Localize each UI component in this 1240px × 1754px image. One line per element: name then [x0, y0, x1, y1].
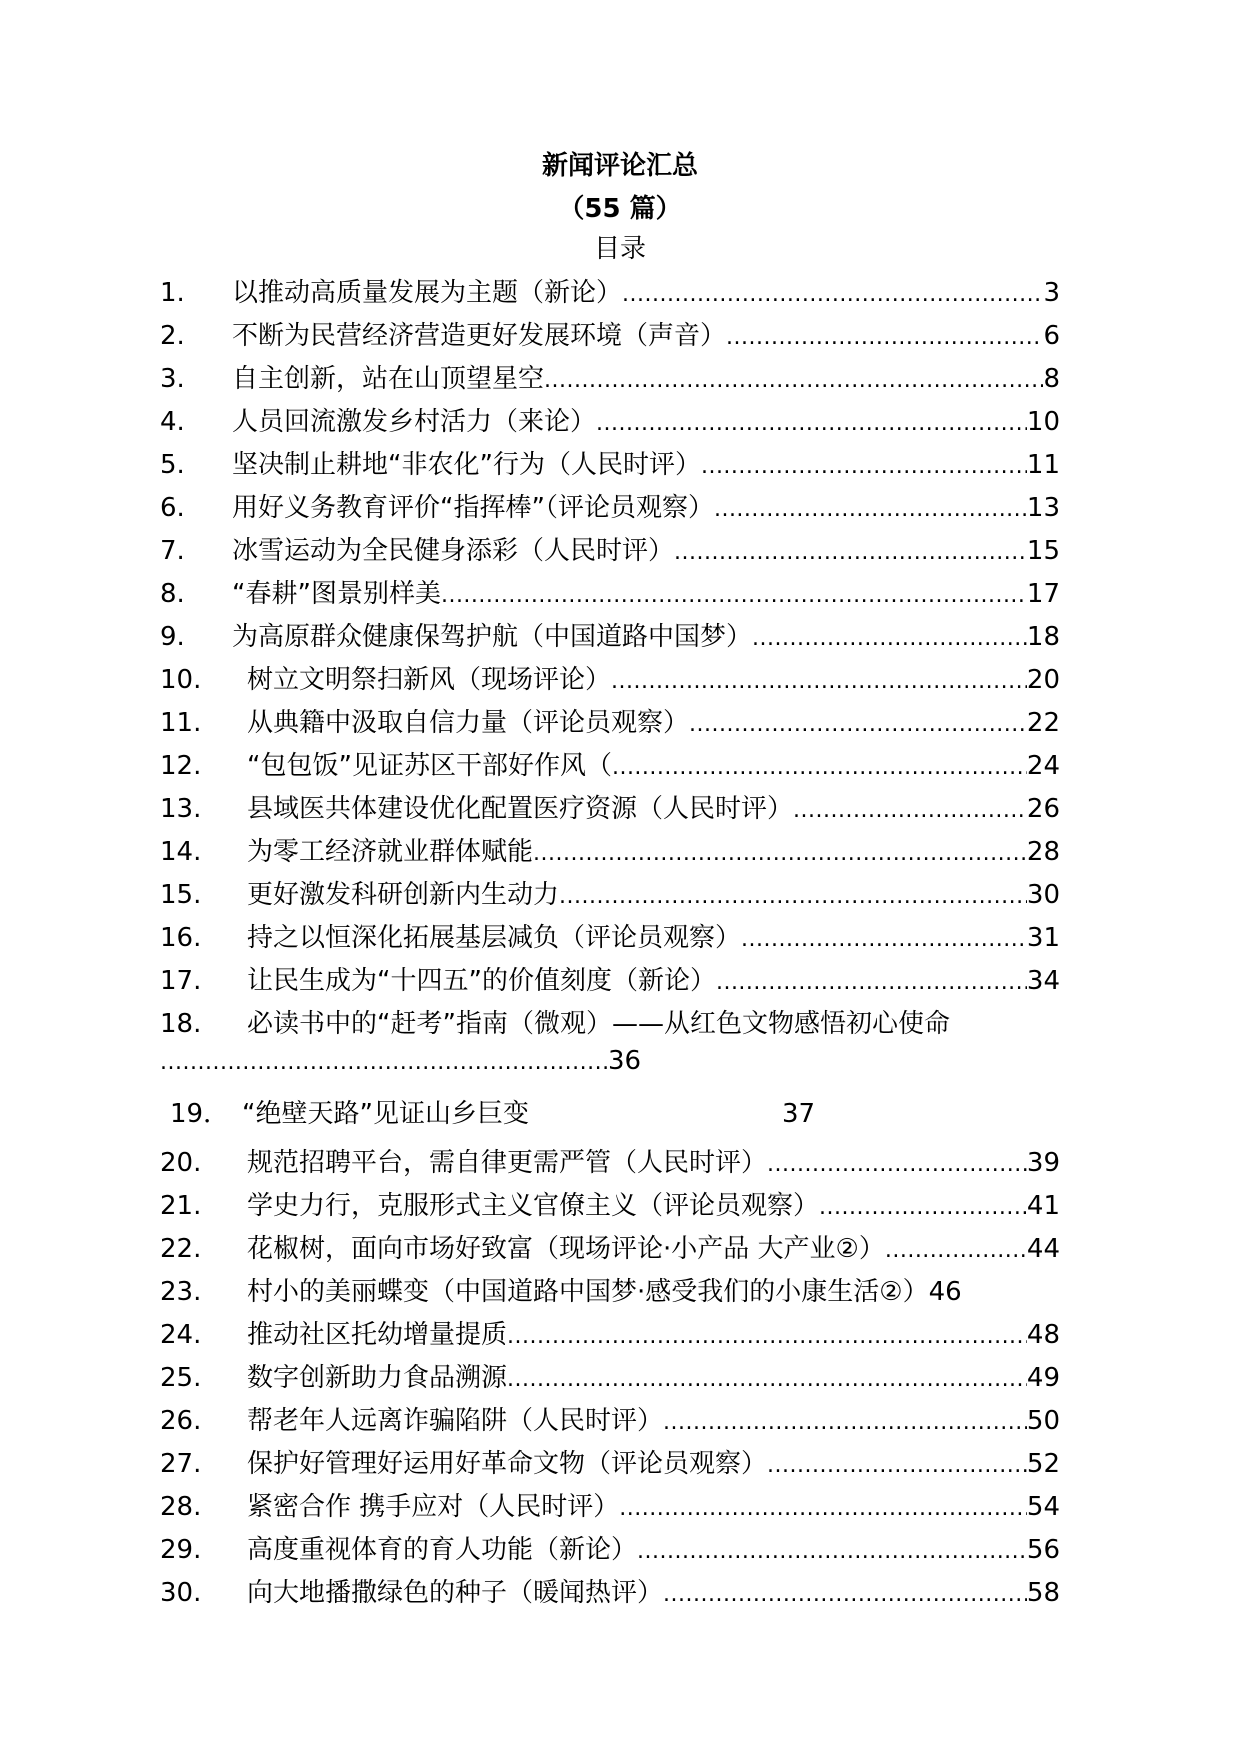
- toc-entry-number: 7.: [160, 536, 185, 566]
- toc-entry[interactable]: [160, 487, 1060, 530]
- toc-entry-title: 以推动高质量发展为主题（新论）: [232, 278, 623, 308]
- toc-heading: 目录: [593, 234, 646, 264]
- toc-entry-number: 15.: [160, 880, 202, 910]
- toc-entry-title: 紧密合作 携手应对（人民时评）: [247, 1492, 620, 1522]
- toc-entry-title: 冰雪运动为全民健身添彩（人民时评）: [232, 536, 675, 566]
- toc-entry-page: 48: [1026, 1320, 1060, 1350]
- toc-entry[interactable]: [160, 401, 1060, 444]
- dot-leader: [507, 1363, 1027, 1393]
- toc-entry-title: 花椒树，面向市场好致富（现场评论·小产品 大产业②）: [247, 1234, 885, 1264]
- toc-entry[interactable]: [160, 659, 1060, 702]
- toc-entry-number: 12.: [160, 751, 202, 781]
- toc-entry-page: 41: [1026, 1191, 1060, 1221]
- dot-leader: [611, 665, 1027, 695]
- dot-leader: [663, 1406, 1027, 1436]
- toc-entry-title: 不断为民营经济营造更好发展环境（声音）: [232, 321, 727, 351]
- dot-leader: [622, 278, 1043, 308]
- dot-leader: [619, 1492, 1027, 1522]
- toc-entry[interactable]: [160, 1357, 1060, 1400]
- toc-entry-title: 高度重视体育的育人功能（新论）: [247, 1535, 638, 1565]
- toc-entry[interactable]: [160, 1400, 1060, 1443]
- toc-entry-page: 31: [1026, 923, 1060, 953]
- toc-entry[interactable]: [160, 530, 1060, 573]
- toc-entry-number: 26.: [160, 1406, 202, 1436]
- dot-leader: [596, 407, 1027, 437]
- toc-entry-number: 14.: [160, 837, 202, 867]
- toc-entry-page: 58: [1026, 1578, 1060, 1608]
- toc-entry-title: 必读书中的“赶考”指南（微观）——从红色文物感悟初心使命: [247, 1009, 950, 1039]
- toc-entry[interactable]: [160, 444, 1060, 487]
- toc-entry-title: 从典籍中汲取自信力量（评论员观察）: [247, 708, 690, 738]
- toc-entry[interactable]: [160, 1228, 1060, 1271]
- toc-entry[interactable]: [160, 1314, 1060, 1357]
- toc-entry-number: 1.: [160, 278, 185, 308]
- toc-entry-title: 规范招聘平台，需自律更需严管（人民时评）: [247, 1148, 768, 1178]
- toc-entry[interactable]: [160, 960, 1060, 1003]
- toc-entry-number: 19．: [170, 1099, 230, 1129]
- toc-entry-number: 17.: [160, 966, 202, 996]
- dot-leader: [793, 794, 1027, 824]
- toc-entry-title: “绝壁天路”见证山乡巨变: [242, 1099, 529, 1129]
- toc-entry-page: 37: [782, 1099, 816, 1129]
- toc-entry-number: 30.: [160, 1578, 202, 1608]
- toc-entry-page: 15: [1026, 536, 1060, 566]
- toc-entry-page: 39: [1026, 1148, 1060, 1178]
- toc-entry-page: 26: [1026, 794, 1060, 824]
- toc-entry-title: 数字创新助力食品溯源: [247, 1363, 508, 1393]
- toc-entry-number: 20.: [160, 1148, 202, 1178]
- toc-entry-number: 9.: [160, 622, 185, 652]
- toc-entry[interactable]: [160, 831, 1060, 874]
- toc-entry-page: 11: [1026, 450, 1060, 480]
- toc-entry-number: 2.: [160, 321, 185, 351]
- dot-leader: [533, 837, 1027, 867]
- dot-leader: [663, 1578, 1027, 1608]
- toc-entry-number: 11.: [160, 708, 202, 738]
- dot-leader: [674, 536, 1027, 566]
- toc-entry[interactable]: [160, 788, 1060, 831]
- toc-entry-page: 6: [1043, 321, 1060, 351]
- toc-entry-continuation[interactable]: [160, 1046, 1060, 1089]
- toc-entry-number: 24.: [160, 1320, 202, 1350]
- dot-leader: [544, 364, 1043, 394]
- dot-leader: [741, 923, 1027, 953]
- toc-entry-page: 13: [1026, 493, 1060, 523]
- toc-entry-page: 46: [928, 1277, 962, 1307]
- dot-leader: [819, 1191, 1027, 1221]
- toc-entry[interactable]: [160, 702, 1060, 745]
- document-title: 新闻评论汇总: [541, 151, 698, 181]
- toc-entry-number: 13.: [160, 794, 202, 824]
- dot-leader: [559, 880, 1027, 910]
- toc-entry-title: 保护好管理好运用好革命文物（评论员观察）: [247, 1449, 768, 1479]
- table-of-contents: [160, 272, 1060, 1615]
- dot-leader: [726, 321, 1043, 351]
- toc-entry-page: 30: [1026, 880, 1060, 910]
- toc-entry-title: 向大地播撒绿色的种子（暖闻热评）: [247, 1578, 664, 1608]
- toc-entry-title: 坚决制止耕地“非农化”行为（人民时评）: [232, 450, 701, 480]
- dot-leader: [767, 1148, 1027, 1178]
- toc-entry[interactable]: [160, 315, 1060, 358]
- toc-entry-number: 25.: [160, 1363, 202, 1393]
- dot-leader: [752, 622, 1027, 652]
- toc-entry-title: 更好激发科研创新内生动力: [247, 880, 560, 910]
- toc-entry[interactable]: [160, 917, 1060, 960]
- toc-entry[interactable]: [160, 272, 1060, 315]
- dot-leader: [714, 493, 1027, 523]
- toc-entry-page: 56: [1026, 1535, 1060, 1565]
- toc-entry[interactable]: [160, 616, 1060, 659]
- toc-entry-title: 县域医共体建设优化配置医疗资源（人民时评）: [247, 794, 794, 824]
- dot-leader: [716, 966, 1027, 996]
- toc-entry[interactable]: [160, 1443, 1060, 1486]
- toc-entry-number: 10.: [160, 665, 202, 695]
- toc-entry-title: “包包饭”见证苏区干部好作风（: [247, 751, 612, 781]
- toc-entry-page: 28: [1026, 837, 1060, 867]
- toc-entry-page: 49: [1026, 1363, 1060, 1393]
- toc-entry-title: 为零工经济就业群体赋能: [247, 837, 534, 867]
- toc-entry-number: 6.: [160, 493, 185, 523]
- toc-entry-page: 10: [1026, 407, 1060, 437]
- toc-entry-page: 36: [608, 1046, 642, 1076]
- toc-entry-title: “春耕”图景别样美: [232, 579, 441, 609]
- toc-entry-page: 50: [1026, 1406, 1060, 1436]
- toc-entry-number: 5.: [160, 450, 185, 480]
- toc-entry-page: 18: [1026, 622, 1060, 652]
- toc-entry-page: 3: [1043, 278, 1060, 308]
- toc-entry[interactable]: [160, 1486, 1060, 1529]
- toc-entry[interactable]: [160, 745, 1060, 788]
- dot-leader: [689, 708, 1027, 738]
- document-subtitle: （55 篇）: [558, 194, 682, 224]
- toc-entry-number: 27.: [160, 1449, 202, 1479]
- toc-entry-page: 20: [1026, 665, 1060, 695]
- toc-entry-page: 52: [1026, 1449, 1060, 1479]
- toc-entry-title: 持之以恒深化拓展基层减负（评论员观察）: [247, 923, 742, 953]
- toc-entry-number: 23.: [160, 1277, 202, 1307]
- toc-entry-title: 树立文明祭扫新风（现场评论）: [247, 665, 612, 695]
- toc-entry[interactable]: [160, 1185, 1060, 1228]
- dot-leader: [767, 1449, 1027, 1479]
- toc-entry-number: 29.: [160, 1535, 202, 1565]
- toc-entry-page: 34: [1026, 966, 1060, 996]
- dot-leader: [612, 751, 1027, 781]
- toc-entry-title: 人员回流激发乡村活力（来论）: [232, 407, 597, 437]
- toc-entry-number: 21.: [160, 1191, 202, 1221]
- toc-entry[interactable]: [160, 1529, 1060, 1572]
- toc-entry[interactable]: [160, 358, 1060, 401]
- toc-entry-title: 推动社区托幼增量提质: [247, 1320, 508, 1350]
- toc-entry[interactable]: [160, 874, 1060, 917]
- toc-entry[interactable]: [160, 1572, 1060, 1615]
- toc-entry-title: 自主创新，站在山顶望星空: [232, 364, 545, 394]
- toc-entry-page: 24: [1026, 751, 1060, 781]
- toc-entry[interactable]: [160, 573, 1060, 616]
- toc-entry-page: 54: [1026, 1492, 1060, 1522]
- dot-leader: [885, 1234, 1027, 1264]
- toc-entry-title: 用好义务教育评价“指挥棒”（评论员观察）: [232, 493, 714, 523]
- toc-entry-number: 3.: [160, 364, 185, 394]
- toc-entry[interactable]: [160, 1089, 1060, 1142]
- toc-entry-page: 17: [1026, 579, 1060, 609]
- toc-entry[interactable]: [160, 1142, 1060, 1185]
- dot-leader: [701, 450, 1027, 480]
- toc-entry-number: 18.: [160, 1009, 202, 1039]
- toc-entry-title: 帮老年人远离诈骗陷阱（人民时评）: [247, 1406, 664, 1436]
- dot-leader: [507, 1320, 1027, 1350]
- toc-entry-title: 学史力行，克服形式主义官僚主义（评论员观察）: [247, 1191, 820, 1221]
- dot-leader: [160, 1046, 608, 1076]
- dot-leader: [441, 579, 1027, 609]
- toc-entry[interactable]: [160, 1271, 1060, 1314]
- toc-entry-page: 8: [1043, 364, 1060, 394]
- toc-entry-title: 村小的美丽蝶变（中国道路中国梦·感受我们的小康生活②）: [247, 1277, 929, 1307]
- toc-entry[interactable]: [160, 1003, 1060, 1046]
- toc-entry-number: 28.: [160, 1492, 202, 1522]
- dot-leader: [637, 1535, 1027, 1565]
- toc-entry-number: 8.: [160, 579, 185, 609]
- toc-entry-page: 44: [1026, 1234, 1060, 1264]
- toc-entry-page: 22: [1026, 708, 1060, 738]
- toc-entry-title: 让民生成为“十四五”的价值刻度（新论）: [247, 966, 716, 996]
- toc-entry-title: 为高原群众健康保驾护航（中国道路中国梦）: [232, 622, 753, 652]
- toc-entry-number: 22.: [160, 1234, 202, 1264]
- toc-entry-number: 16.: [160, 923, 202, 953]
- toc-entry-number: 4.: [160, 407, 185, 437]
